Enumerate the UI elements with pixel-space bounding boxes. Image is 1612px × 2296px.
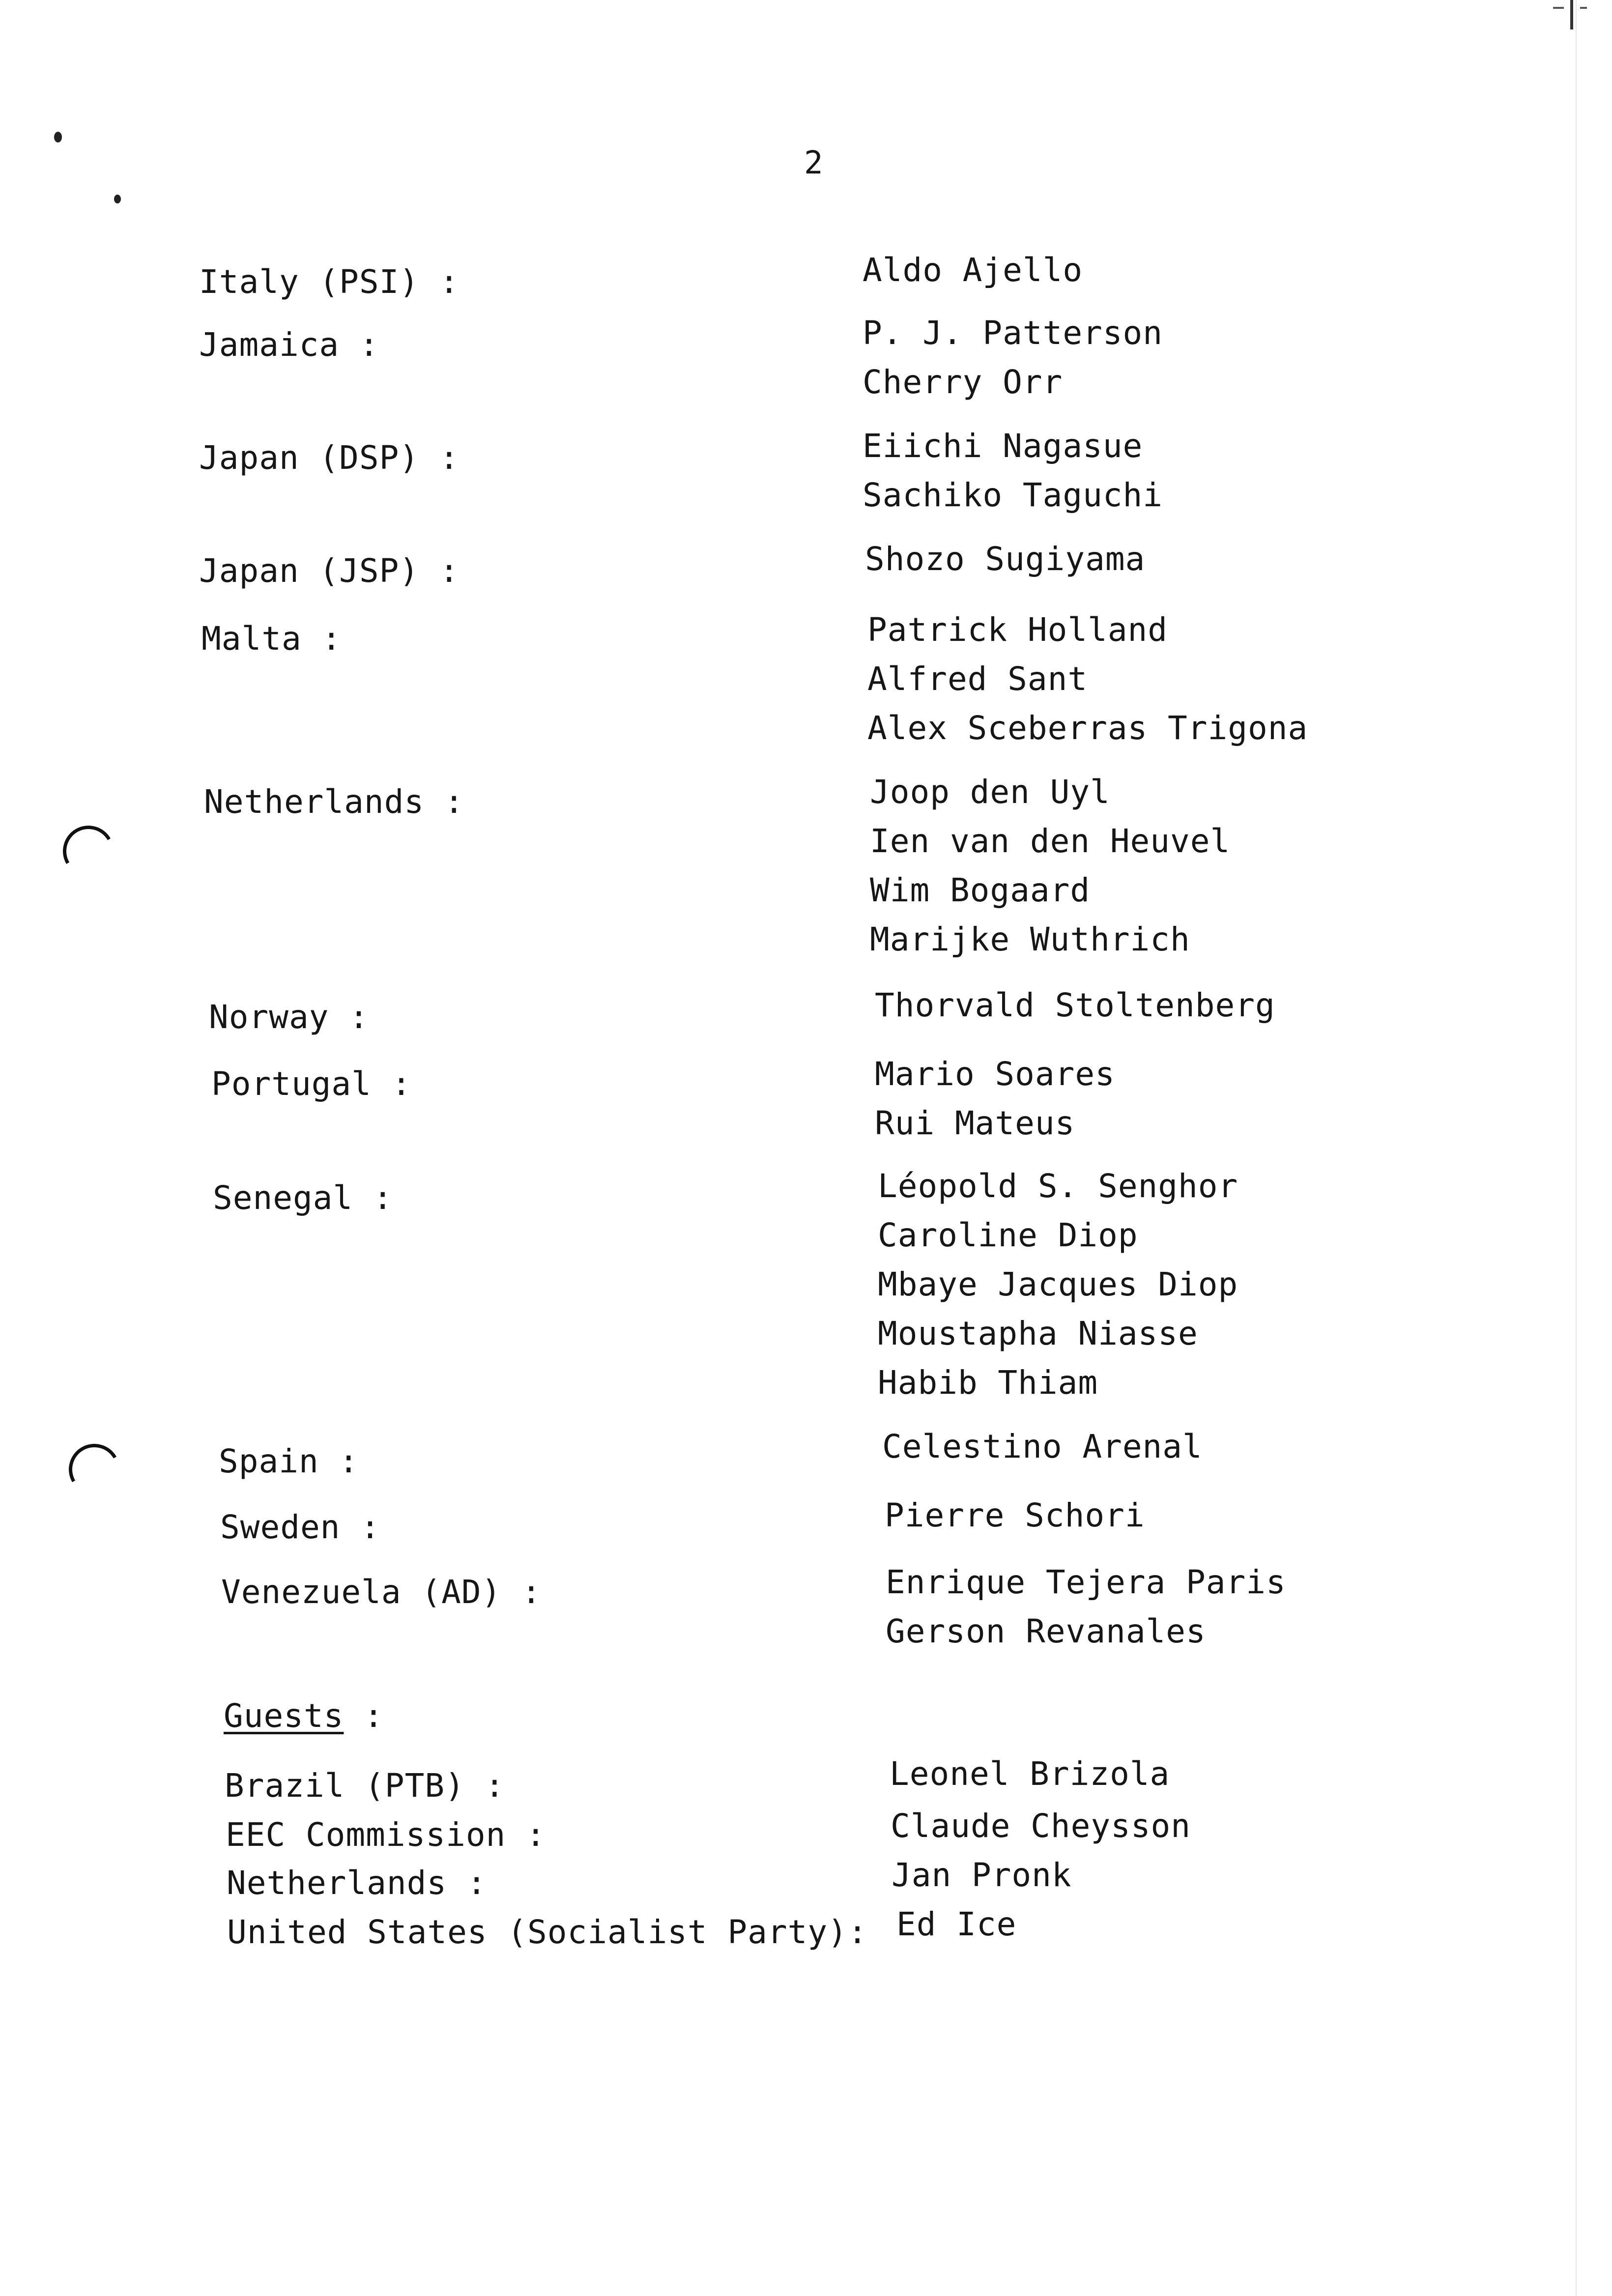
delegate-name: Caroline Diop xyxy=(878,1216,1138,1254)
delegate-name: Marijke Wuthrich xyxy=(870,920,1190,958)
delegate-name: Aldo Ajello xyxy=(863,251,1083,289)
delegate-names xyxy=(885,1491,1145,1540)
delegate-name: Ed Ice xyxy=(896,1905,1017,1943)
country-label: EEC Commission : xyxy=(226,1816,546,1854)
country-label: Venezuela (AD) : xyxy=(221,1573,542,1611)
delegate-names xyxy=(892,1851,1072,1900)
delegate-names xyxy=(878,1162,1238,1407)
delegate-names xyxy=(886,1558,1286,1656)
scan-corner-mark xyxy=(1570,0,1573,29)
delegate-name: Mbaye Jacques Diop xyxy=(878,1265,1238,1303)
country-label: Netherlands : xyxy=(227,1864,487,1902)
delegate-names xyxy=(867,605,1308,753)
delegate-name: Léopold S. Senghor xyxy=(878,1167,1238,1205)
delegate-name: Thorvald Stoltenberg xyxy=(875,986,1275,1024)
scan-speck xyxy=(114,195,121,203)
page-number: 2 xyxy=(804,145,823,181)
delegate-name: Enrique Tejera Paris xyxy=(886,1563,1286,1601)
delegate-name: Joop den Uyl xyxy=(870,773,1110,811)
delegate-names xyxy=(891,1802,1191,1851)
delegate-name: Pierre Schori xyxy=(885,1496,1145,1534)
delegate-names xyxy=(890,1750,1170,1799)
delegate-name: Gerson Revanales xyxy=(886,1612,1206,1650)
delegate-name: Alfred Sant xyxy=(867,660,1088,698)
country-label: United States (Socialist Party): xyxy=(227,1913,868,1951)
scan-edge-line xyxy=(1576,0,1577,2296)
delegate-name: Alex Sceberras Trigona xyxy=(867,709,1308,747)
delegate-name: Mario Soares xyxy=(875,1055,1115,1093)
delegate-name: Sachiko Taguchi xyxy=(863,476,1163,514)
country-label: Netherlands : xyxy=(204,783,464,821)
country-label: Senegal : xyxy=(213,1179,393,1217)
delegate-names xyxy=(882,1422,1203,1471)
delegate-names xyxy=(870,768,1230,964)
country-label: Sweden : xyxy=(220,1508,380,1546)
delegate-names xyxy=(875,1050,1115,1148)
delegate-name: Wim Bogaard xyxy=(870,871,1091,909)
delegate-name: Habib Thiam xyxy=(878,1364,1098,1402)
delegate-name: Moustapha Niasse xyxy=(878,1315,1198,1352)
scan-corner-dash xyxy=(1580,7,1587,9)
delegate-name: Jan Pronk xyxy=(892,1856,1072,1894)
delegate-name: Eiichi Nagasue xyxy=(863,427,1143,465)
delegate-name: Leonel Brizola xyxy=(890,1755,1170,1793)
delegate-name: Rui Mateus xyxy=(875,1104,1075,1142)
country-label: Norway : xyxy=(209,998,369,1036)
delegate-name: P. J. Patterson xyxy=(863,314,1163,352)
scan-speck xyxy=(54,132,62,143)
delegate-name: Shozo Sugiyama xyxy=(865,540,1146,578)
delegate-name: Celestino Arenal xyxy=(882,1428,1203,1465)
punch-hole-mark xyxy=(57,820,119,882)
guests-heading xyxy=(224,1692,384,1741)
country-label: Italy (PSI) : xyxy=(199,263,460,301)
country-label: Japan (DSP) : xyxy=(199,439,460,477)
country-label: Spain : xyxy=(219,1442,359,1480)
delegate-name: Cherry Orr xyxy=(863,363,1063,401)
guests-heading-label: Guests xyxy=(224,1697,344,1735)
delegate-names xyxy=(863,309,1163,407)
delegate-names xyxy=(863,422,1163,520)
delegate-name: Ien van den Heuvel xyxy=(870,822,1231,860)
country-label: Malta : xyxy=(202,620,342,658)
delegate-names xyxy=(896,1900,1016,1949)
country-label: Portugal : xyxy=(211,1065,412,1103)
delegate-names xyxy=(865,535,1145,584)
country-label: Brazil (PTB) : xyxy=(225,1767,505,1805)
delegate-names xyxy=(875,981,1275,1030)
delegate-names xyxy=(863,246,1083,295)
country-label: Japan (JSP) : xyxy=(199,552,460,590)
delegate-name: Claude Cheysson xyxy=(891,1807,1191,1845)
scan-corner-dash xyxy=(1553,7,1564,9)
punch-hole-mark xyxy=(63,1438,125,1500)
guests-heading-colon: : xyxy=(364,1697,384,1735)
delegate-name: Patrick Holland xyxy=(867,611,1168,649)
country-label: Jamaica : xyxy=(199,326,379,364)
